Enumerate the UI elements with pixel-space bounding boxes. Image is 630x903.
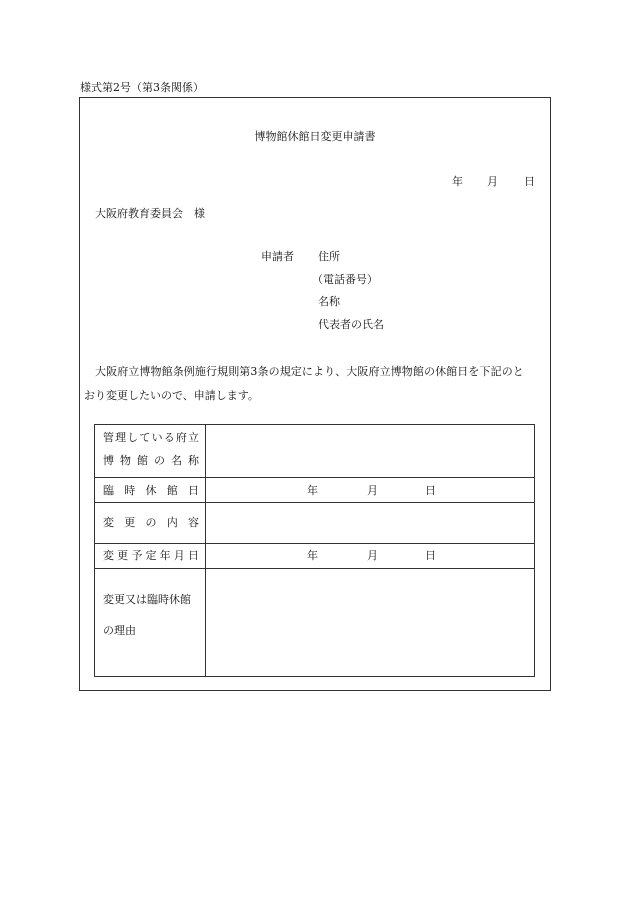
scheduled-change-month: 月: [367, 549, 378, 562]
applicant-label: 申請者: [261, 250, 294, 263]
change-details-label-wrap: [103, 516, 199, 530]
temporary-closure-label-wrap: [103, 484, 199, 498]
addressee: 大阪府教育委員会 様: [95, 207, 205, 220]
museum-name-label-line-1: 管 理 し て い る 府 立: [103, 431, 199, 444]
scheduled-change-date-label-wrap: [103, 549, 199, 563]
body-text-line-2: おり変更したいので、申請します。: [84, 389, 259, 402]
applicant-representative-label: 代表者の氏名: [318, 318, 384, 331]
document-title: 博物館休館日変更申請書: [254, 130, 376, 143]
temporary-closure-label: 臨 時 休 館 日: [103, 484, 199, 497]
scheduled-change-date-label: 変 更 予 定 年 月 日: [103, 549, 199, 562]
applicant-name-label: 名称: [318, 295, 340, 308]
museum-name-label-line-2: 博 物 館 の 名 称: [103, 454, 199, 467]
application-table: [94, 424, 535, 677]
reason-field[interactable]: [206, 569, 534, 676]
applicant-address-label: 住所: [318, 250, 340, 263]
change-details-label: 変 更 の 内 容: [103, 516, 199, 529]
date-day-label: 日: [524, 175, 535, 188]
temporary-closure-month: 月: [367, 484, 378, 497]
reason-label-line-2: の理由: [103, 624, 136, 637]
reason-label-line-1: 変更又は臨時休館: [103, 593, 191, 606]
change-details-field[interactable]: [206, 503, 534, 543]
museum-name-label: [103, 431, 199, 445]
scheduled-change-day: 日: [425, 549, 436, 562]
scheduled-change-year: 年: [307, 549, 318, 562]
museum-name-field[interactable]: [206, 425, 534, 477]
applicant-phone-label: （電話番号）: [312, 273, 378, 286]
body-text-line-1: 大阪府立博物館条例施行規則第3条の規定により、大阪府立博物館の休館日を下記のと: [95, 365, 524, 378]
date-year-label: 年: [452, 175, 463, 188]
temporary-closure-day: 日: [425, 484, 436, 497]
form-number-label: 様式第2号（第3条関係）: [80, 81, 204, 94]
museum-name-label-line-2-wrap: [103, 454, 199, 468]
date-month-label: 月: [487, 175, 498, 188]
temporary-closure-year: 年: [307, 484, 318, 497]
